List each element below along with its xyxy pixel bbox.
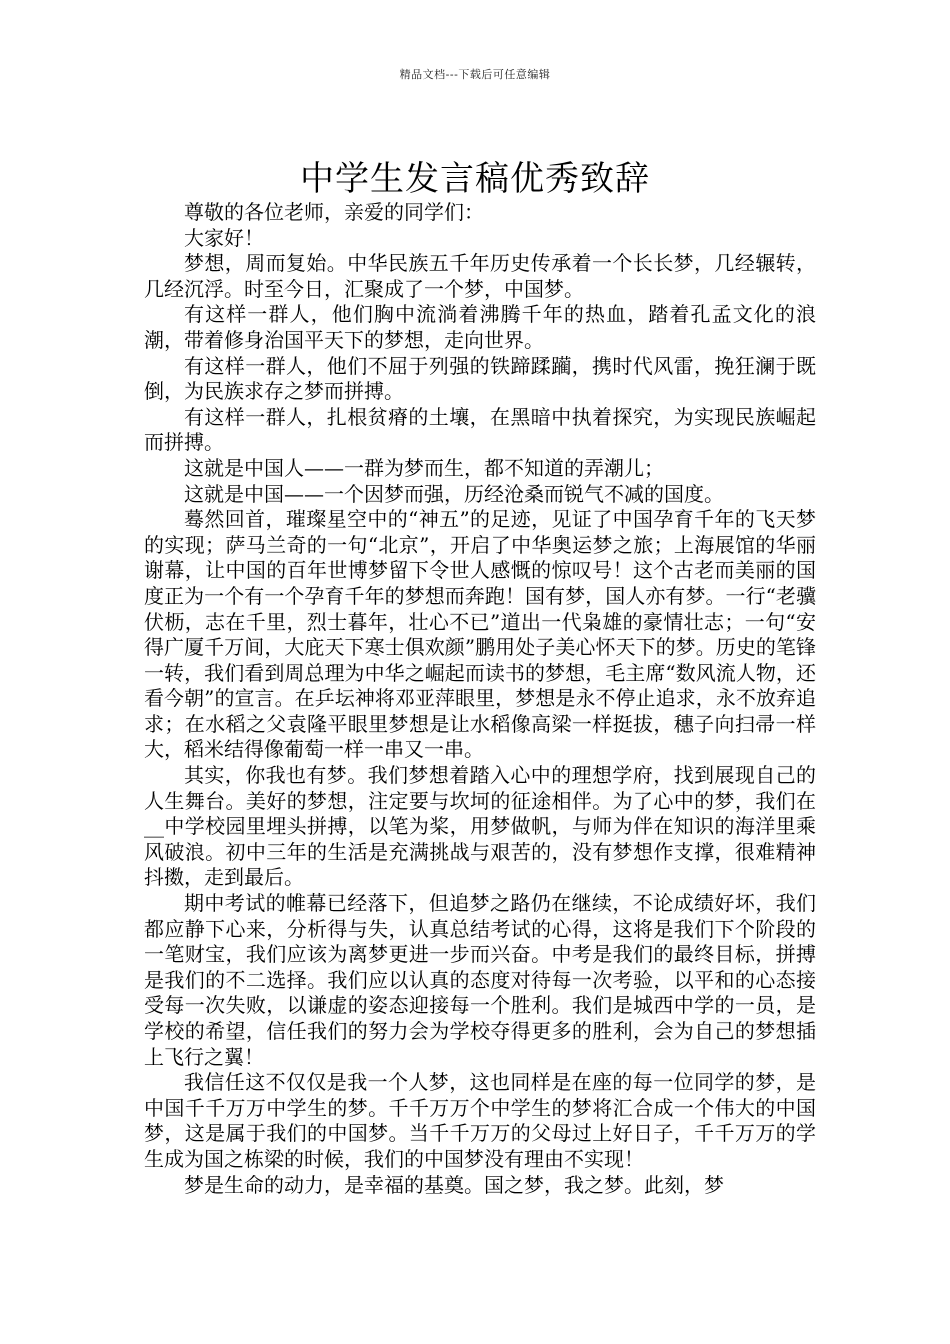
document-body [144, 200, 816, 1198]
paragraph: 有这样一群人，扎根贫瘠的土壤，在黑暗中执着探究，为实现民族崛起而拼搏。 [144, 404, 816, 455]
paragraph: 我信任这不仅仅是我一个人梦，这也同样是在座的每一位同学的梦，是中国千千万万中学生的梦。千千万万个中学生的梦将汇合成一个伟大的中国梦，这是属于我们的中国梦。当千千万万的父母过上好日子，千千万万的学生成为国之栋梁的时候，我们的中国梦没有理由不实现！ [144, 1070, 816, 1171]
document-title: 中学生发言稿优秀致辞 [300, 158, 650, 199]
paragraph: 有这样一群人，他们胸中流淌着沸腾千年的热血，踏着孔孟文化的浪潮，带着修身治国平天下的梦想，走向世界。 [144, 302, 816, 352]
paragraph: 尊敬的各位老师，亲爱的同学们： [184, 200, 484, 224]
paragraph: 这就是中国人——一群为梦而生，都不知道的弄潮儿； [184, 455, 664, 480]
paragraph: 梦想，周而复始。中华民族五千年历史传承着一个长长梦，几经辗转，几经沉浮。时至今日，汇聚成了一个梦，中国梦。 [144, 251, 816, 301]
paragraph: 这就是中国——一个因梦而强，历经沧桑而锐气不减的国度。 [184, 481, 724, 506]
paragraph: 梦是生命的动力，是幸福的基奠。国之梦，我之梦。此刻，梦 [184, 1172, 724, 1197]
paragraph: 蓦然回首，璀璨星空中的“神五”的足迹，见证了中国孕育千年的飞天梦的实现；萨马兰奇的一句“北京”，开启了中华奥运梦之旅；上海展馆的华丽谢幕，让中国的百年世博梦留下令世人感慨的惊叹号！这个古老而美丽的国度正为一个有一个孕育千年的梦想而奔跑！国有梦，国人亦有梦。一行“老骥伏枥，志在千里，烈士暮年，壮心不已”道出一代枭雄的豪情壮志；一句“安得广厦千万间，大庇天下寒士俱欢颜”鹏用处子美心怀天下的梦。历史的笔锋一转，我们看到周总理为中华之崛起而读书的梦想，毛主席“数风流人物，还看今朝”的宣言。在乒坛神将邓亚萍眼里，梦想是永不停止追求，永不放弃追求；在水稻之父袁隆平眼里梦想是让水稻像高梁一样挺拔，穗子向扫帚一样大，稻米结得像葡萄一样一串又一串。 [144, 507, 816, 762]
page-header: 精品文档---下载后可任意编辑 [399, 68, 551, 81]
paragraph: 其实，你我也有梦。我们梦想着踏入心中的理想学府，找到展现自己的人生舞台。美好的梦想，注定要与坎坷的征途相伴。为了心中的梦，我们在__中学校园里埋头拼搏，以笔为桨，用梦做帆，与师为伴在知识的海洋里乘风破浪。初中三年的生活是充满挑战与艰苦的，没有梦想作支撑，很难精神抖擞，走到最后。 [144, 763, 816, 890]
paragraph: 期中考试的帷幕已经落下，但追梦之路仍在继续，不论成绩好坏，我们都应静下心来，分析得与失，认真总结考试的心得，这将是我们下个阶段的一笔财宝，我们应该为离梦更进一步而兴奋。中考是我们的最终目标，拼搏是我们的不二选择。我们应以认真的态度对待每一次考验，以平和的心态接受每一次失败，以谦虚的姿态迎接每一个胜利。我们是城西中学的一员，是学校的希望，信任我们的努力会为学校夺得更多的胜利，会为自己的梦想插上飞行之翼！ [144, 891, 816, 1069]
paragraph: 大家好！ [184, 225, 264, 250]
paragraph: 有这样一群人，他们不屈于列强的铁蹄蹂躏，携时代风雷，挽狂澜于既倒，为民族求存之梦而拼搏。 [144, 353, 816, 404]
